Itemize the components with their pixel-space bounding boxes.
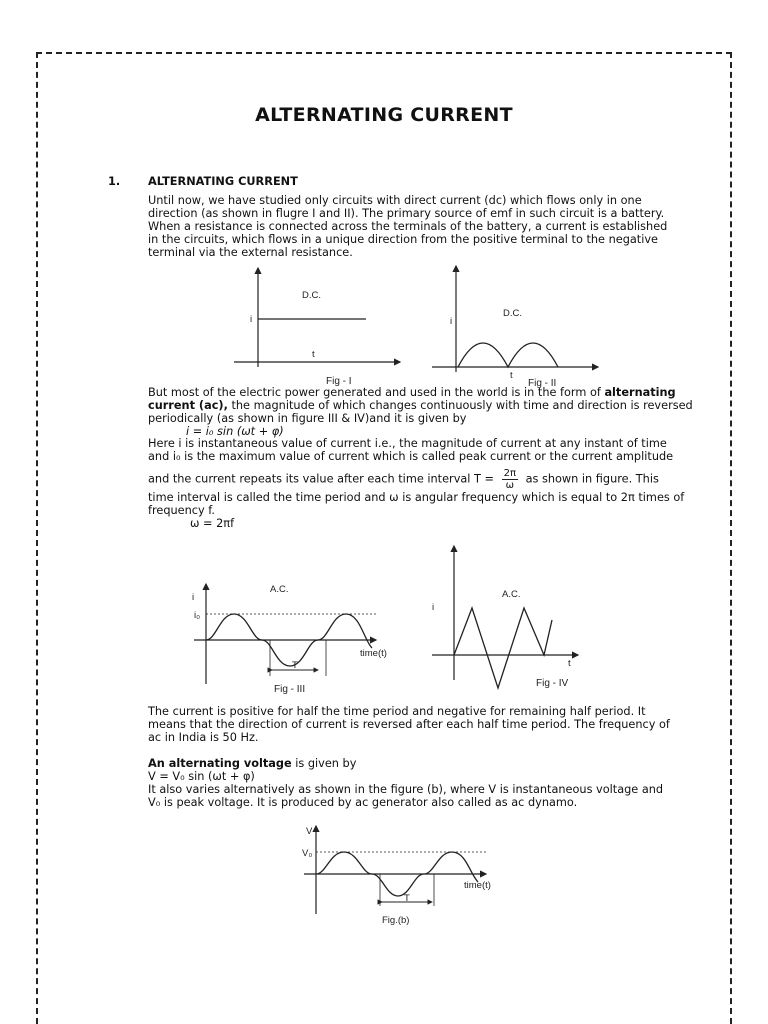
text-line: The current is positive for half the time period and negative for remaining half period. It (148, 705, 646, 718)
figure-caption: Fig - II (528, 378, 557, 389)
text-line: Until now, we have studied only circuits with direct current (dc) which flows only in one (148, 194, 642, 207)
y-axis-label: i (450, 316, 453, 327)
text-line: periodically (as shown in figure III & IV)and it is given by (148, 412, 467, 425)
y-axis-label: i (192, 592, 195, 603)
text-line: Here i is instantaneous value of current i.e., the magnitude of current at any instant of time (148, 437, 667, 450)
period-label: T (404, 893, 410, 904)
text-line: time interval is called the time period and ω is angular frequency which is equal to 2π times of (148, 491, 685, 504)
text-line: An alternating voltage is given by (148, 757, 357, 770)
text-line: and i₀ is the maximum value of current which is called peak current or the current amplitude (148, 450, 674, 463)
text-line: and the current repeats its value after each time interval T = $\frac{2\pi}{\omega}$ as shown in figure. This (148, 468, 659, 491)
figure-caption: Fig.(b) (382, 915, 410, 926)
page-title: ALTERNATING CURRENT (255, 104, 513, 126)
figure-caption: Fig - IV (536, 678, 569, 689)
figure-4-ac-triangle (428, 540, 598, 700)
y-axis-label: V (306, 826, 313, 837)
text-line: V₀ is peak voltage. It is produced by ac generator also called as ac dynamo. (148, 796, 578, 809)
peak-label: V₀ (302, 848, 313, 859)
rectified-curve (458, 343, 558, 367)
x-axis-label: time(t) (360, 648, 387, 659)
triangle-wave (454, 608, 552, 688)
text-line: current (ac), the magnitude of which changes continuously with time and direction is reversed (148, 399, 693, 412)
x-axis-label: t (510, 370, 513, 381)
text-line: terminal via the external resistance. (148, 246, 353, 259)
figure-b-voltage-sine (296, 822, 516, 932)
section-number: 1. (108, 175, 121, 188)
x-axis-label: time(t) (464, 880, 491, 891)
y-axis-label: i (432, 602, 435, 613)
fraction: $\frac{2\pi}{\omega}$ (503, 468, 516, 491)
text-line: It also varies alternatively as shown in the figure (b), where V is instantaneous voltage and (148, 783, 664, 796)
equation-voltage: V = V₀ sin (ωt + φ) (148, 770, 255, 783)
text-line: When a resistance is connected across the terminals of the battery, a current is established (148, 220, 668, 233)
figure-3-ac-sine (176, 576, 406, 701)
curve-label: D.C. (503, 308, 522, 319)
curve-label: D.C. (302, 290, 321, 301)
text-line: in the circuits, which flows in a unique direction from the positive terminal to the negative (148, 233, 659, 246)
curve-label: A.C. (502, 589, 521, 600)
figure-caption: Fig - I (326, 376, 352, 387)
y-axis-label: i (250, 314, 253, 325)
text-line: But most of the electric power generated and used in the world is in the form of alternating (148, 386, 676, 399)
text-line: means that the direction of current is reversed after each half time period. The frequency of (148, 718, 670, 731)
peak-label: i₀ (194, 610, 201, 621)
figure-caption: Fig - III (274, 684, 306, 695)
equation-omega: ω = 2πf (190, 517, 235, 530)
text-line: direction (as shown in flugre I and II). The primary source of emf in such circuit is a battery. (148, 207, 665, 220)
figure-1-dc-constant (230, 262, 410, 392)
x-axis-label: t (568, 658, 571, 669)
figure-2-dc-pulsating (428, 262, 608, 392)
equation-current: i = i₀ sin (ωt + φ) (186, 425, 284, 438)
period-label: T (292, 660, 298, 671)
section-heading: ALTERNATING CURRENT (148, 175, 298, 188)
text-line: ac in India is 50 Hz. (148, 731, 259, 744)
text-line: frequency f. (148, 504, 215, 517)
curve-label: A.C. (270, 584, 289, 595)
x-axis-label: t (312, 349, 315, 360)
